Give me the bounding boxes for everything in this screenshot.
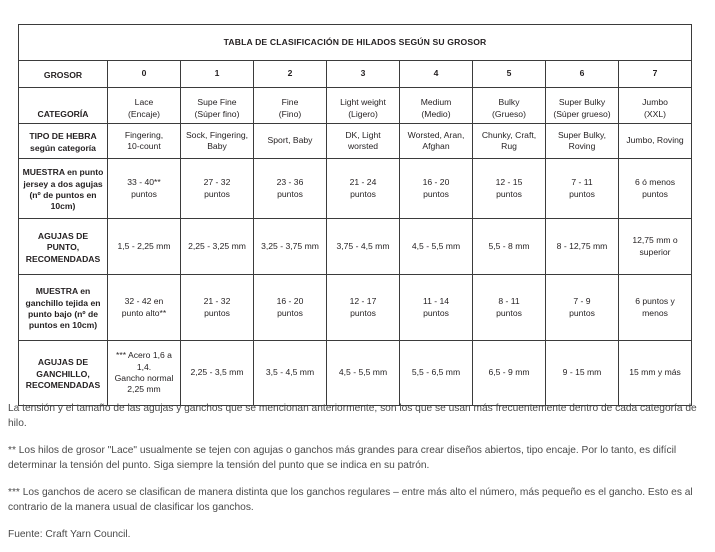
agujas-punto-value-6: 8 - 12,75 mm	[546, 219, 619, 275]
grosor-value-4: 4	[400, 61, 473, 88]
yarn-weight-table	[18, 24, 692, 406]
agujas-ganchillo-value-7: 15 mm y más	[619, 341, 692, 406]
table-title: TABLA DE CLASIFICACIÓN DE HILADOS SEGÚN SU GROSOR	[19, 25, 692, 61]
tipo-hebra-value-7: Jumbo, Roving	[619, 124, 692, 159]
tipo-hebra-value-2: Sport, Baby	[254, 124, 327, 159]
categoria-value-6: Super Bulky (Súper grueso)	[546, 88, 619, 124]
table-row-agujas-punto	[19, 219, 692, 275]
muestra-jersey-value-5: 12 - 15 puntos	[473, 159, 546, 219]
muestra-ganchillo-value-4: 11 - 14 puntos	[400, 275, 473, 341]
footnote-lace: ** Los hilos de grosor "Lace" usualmente se tejen con agujas o ganchos más grandes para crear diseños abiertos, tipo encaje. Por lo tanto, es difícil determinar la tensión del punto. Siga siempre la tensión del punto que se indica en su patrón.	[8, 444, 677, 471]
row-label-grosor: GROSOR	[19, 61, 108, 88]
grosor-value-6: 6	[546, 61, 619, 88]
categoria-value-1: Supe Fine (Súper fino)	[181, 88, 254, 124]
row-label-categoria: CATEGORÍA	[19, 88, 108, 124]
row-label-muestra-jersey: MUESTRA en punto jersey a dos agujas (nº de puntos en 10cm)	[19, 159, 108, 219]
muestra-jersey-value-4: 16 - 20 puntos	[400, 159, 473, 219]
tipo-hebra-value-5: Chunky, Craft, Rug	[473, 124, 546, 159]
table-row-agujas-ganchillo	[19, 341, 692, 406]
table-row-categoria	[19, 88, 692, 124]
agujas-ganchillo-value-2: 3,5 - 4,5 mm	[254, 341, 327, 406]
muestra-jersey-value-2: 23 - 36 puntos	[254, 159, 327, 219]
row-label-muestra-ganchillo: MUESTRA en ganchillo tejida en punto bajo (nº de puntos en 10cm)	[19, 275, 108, 341]
muestra-jersey-value-0: 33 - 40** puntos	[108, 159, 181, 219]
table-row-muestra-jersey	[19, 159, 692, 219]
agujas-ganchillo-value-3: 4,5 - 5,5 mm	[327, 341, 400, 406]
table-row-grosor	[19, 61, 692, 88]
grosor-value-1: 1	[181, 61, 254, 88]
grosor-value-5: 5	[473, 61, 546, 88]
tipo-hebra-value-3: DK, Light worsted	[327, 124, 400, 159]
categoria-value-5: Bulky (Grueso)	[473, 88, 546, 124]
agujas-punto-value-3: 3,75 - 4,5 mm	[327, 219, 400, 275]
source-attribution: Fuente: Craft Yarn Council.	[8, 528, 131, 540]
footnote-steel-hooks: *** Los ganchos de acero se clasifican de manera distinta que los ganchos regulares – entre más alto el número, más pequeño es el gancho. Esto es al contrario de la manera usual de clasificar los ganchos.	[8, 486, 693, 513]
categoria-value-7: Jumbo (XXL)	[619, 88, 692, 124]
categoria-value-4: Medium (Medio)	[400, 88, 473, 124]
agujas-punto-value-4: 4,5 - 5,5 mm	[400, 219, 473, 275]
muestra-ganchillo-value-1: 21 - 32 puntos	[181, 275, 254, 341]
row-label-tipo-hebra: TIPO DE HEBRA según categoría	[19, 124, 108, 159]
tipo-hebra-value-4: Worsted, Aran, Afghan	[400, 124, 473, 159]
categoria-value-2: Fine (Fino)	[254, 88, 327, 124]
muestra-ganchillo-value-5: 8 - 11 puntos	[473, 275, 546, 341]
table-row-tipo-hebra	[19, 124, 692, 159]
muestra-ganchillo-value-3: 12 - 17 puntos	[327, 275, 400, 341]
row-label-agujas-punto: AGUJAS DE PUNTO, RECOMENDADAS	[19, 219, 108, 275]
tipo-hebra-value-1: Sock, Fingering, Baby	[181, 124, 254, 159]
agujas-punto-value-7: 12,75 mm o superior	[619, 219, 692, 275]
muestra-jersey-value-7: 6 ó menos puntos	[619, 159, 692, 219]
agujas-ganchillo-value-6: 9 - 15 mm	[546, 341, 619, 406]
categoria-value-0: Lace (Encaje)	[108, 88, 181, 124]
agujas-ganchillo-value-0: *** Acero 1,6 a 1,4. Gancho normal 2,25 mm	[108, 341, 181, 406]
agujas-punto-value-2: 3,25 - 3,75 mm	[254, 219, 327, 275]
footnote-tension: La tensión y el tamaño de las agujas y ganchos que se mencionan anteriormente, son los que se usan más frecuentemente dentro de cada categoría de hilo.	[8, 403, 697, 429]
agujas-punto-value-5: 5,5 - 8 mm	[473, 219, 546, 275]
grosor-value-0: 0	[108, 61, 181, 88]
muestra-ganchillo-value-2: 16 - 20 puntos	[254, 275, 327, 341]
grosor-value-3: 3	[327, 61, 400, 88]
muestra-jersey-value-6: 7 - 11 puntos	[546, 159, 619, 219]
agujas-punto-value-0: 1,5 - 2,25 mm	[108, 219, 181, 275]
yarn-weight-table-container	[18, 24, 692, 406]
agujas-ganchillo-value-5: 6,5 - 9 mm	[473, 341, 546, 406]
table-title-row	[19, 25, 692, 61]
tipo-hebra-value-0: Fingering, 10-count	[108, 124, 181, 159]
muestra-ganchillo-value-0: 32 - 42 en punto alto**	[108, 275, 181, 341]
row-label-agujas-ganchillo: AGUJAS DE GANCHILLO, RECOMENDADAS	[19, 341, 108, 406]
muestra-jersey-value-1: 27 - 32 puntos	[181, 159, 254, 219]
table-row-muestra-ganchillo	[19, 275, 692, 341]
tipo-hebra-value-6: Super Bulky, Roving	[546, 124, 619, 159]
agujas-ganchillo-value-4: 5,5 - 6,5 mm	[400, 341, 473, 406]
categoria-value-3: Light weight (Ligero)	[327, 88, 400, 124]
grosor-value-7: 7	[619, 61, 692, 88]
grosor-value-2: 2	[254, 61, 327, 88]
muestra-jersey-value-3: 21 - 24 puntos	[327, 159, 400, 219]
muestra-ganchillo-value-6: 7 - 9 puntos	[546, 275, 619, 341]
agujas-punto-value-1: 2,25 - 3,25 mm	[181, 219, 254, 275]
muestra-ganchillo-value-7: 6 puntos y menos	[619, 275, 692, 341]
agujas-ganchillo-value-1: 2,25 - 3,5 mm	[181, 341, 254, 406]
footnotes-section	[8, 402, 708, 543]
